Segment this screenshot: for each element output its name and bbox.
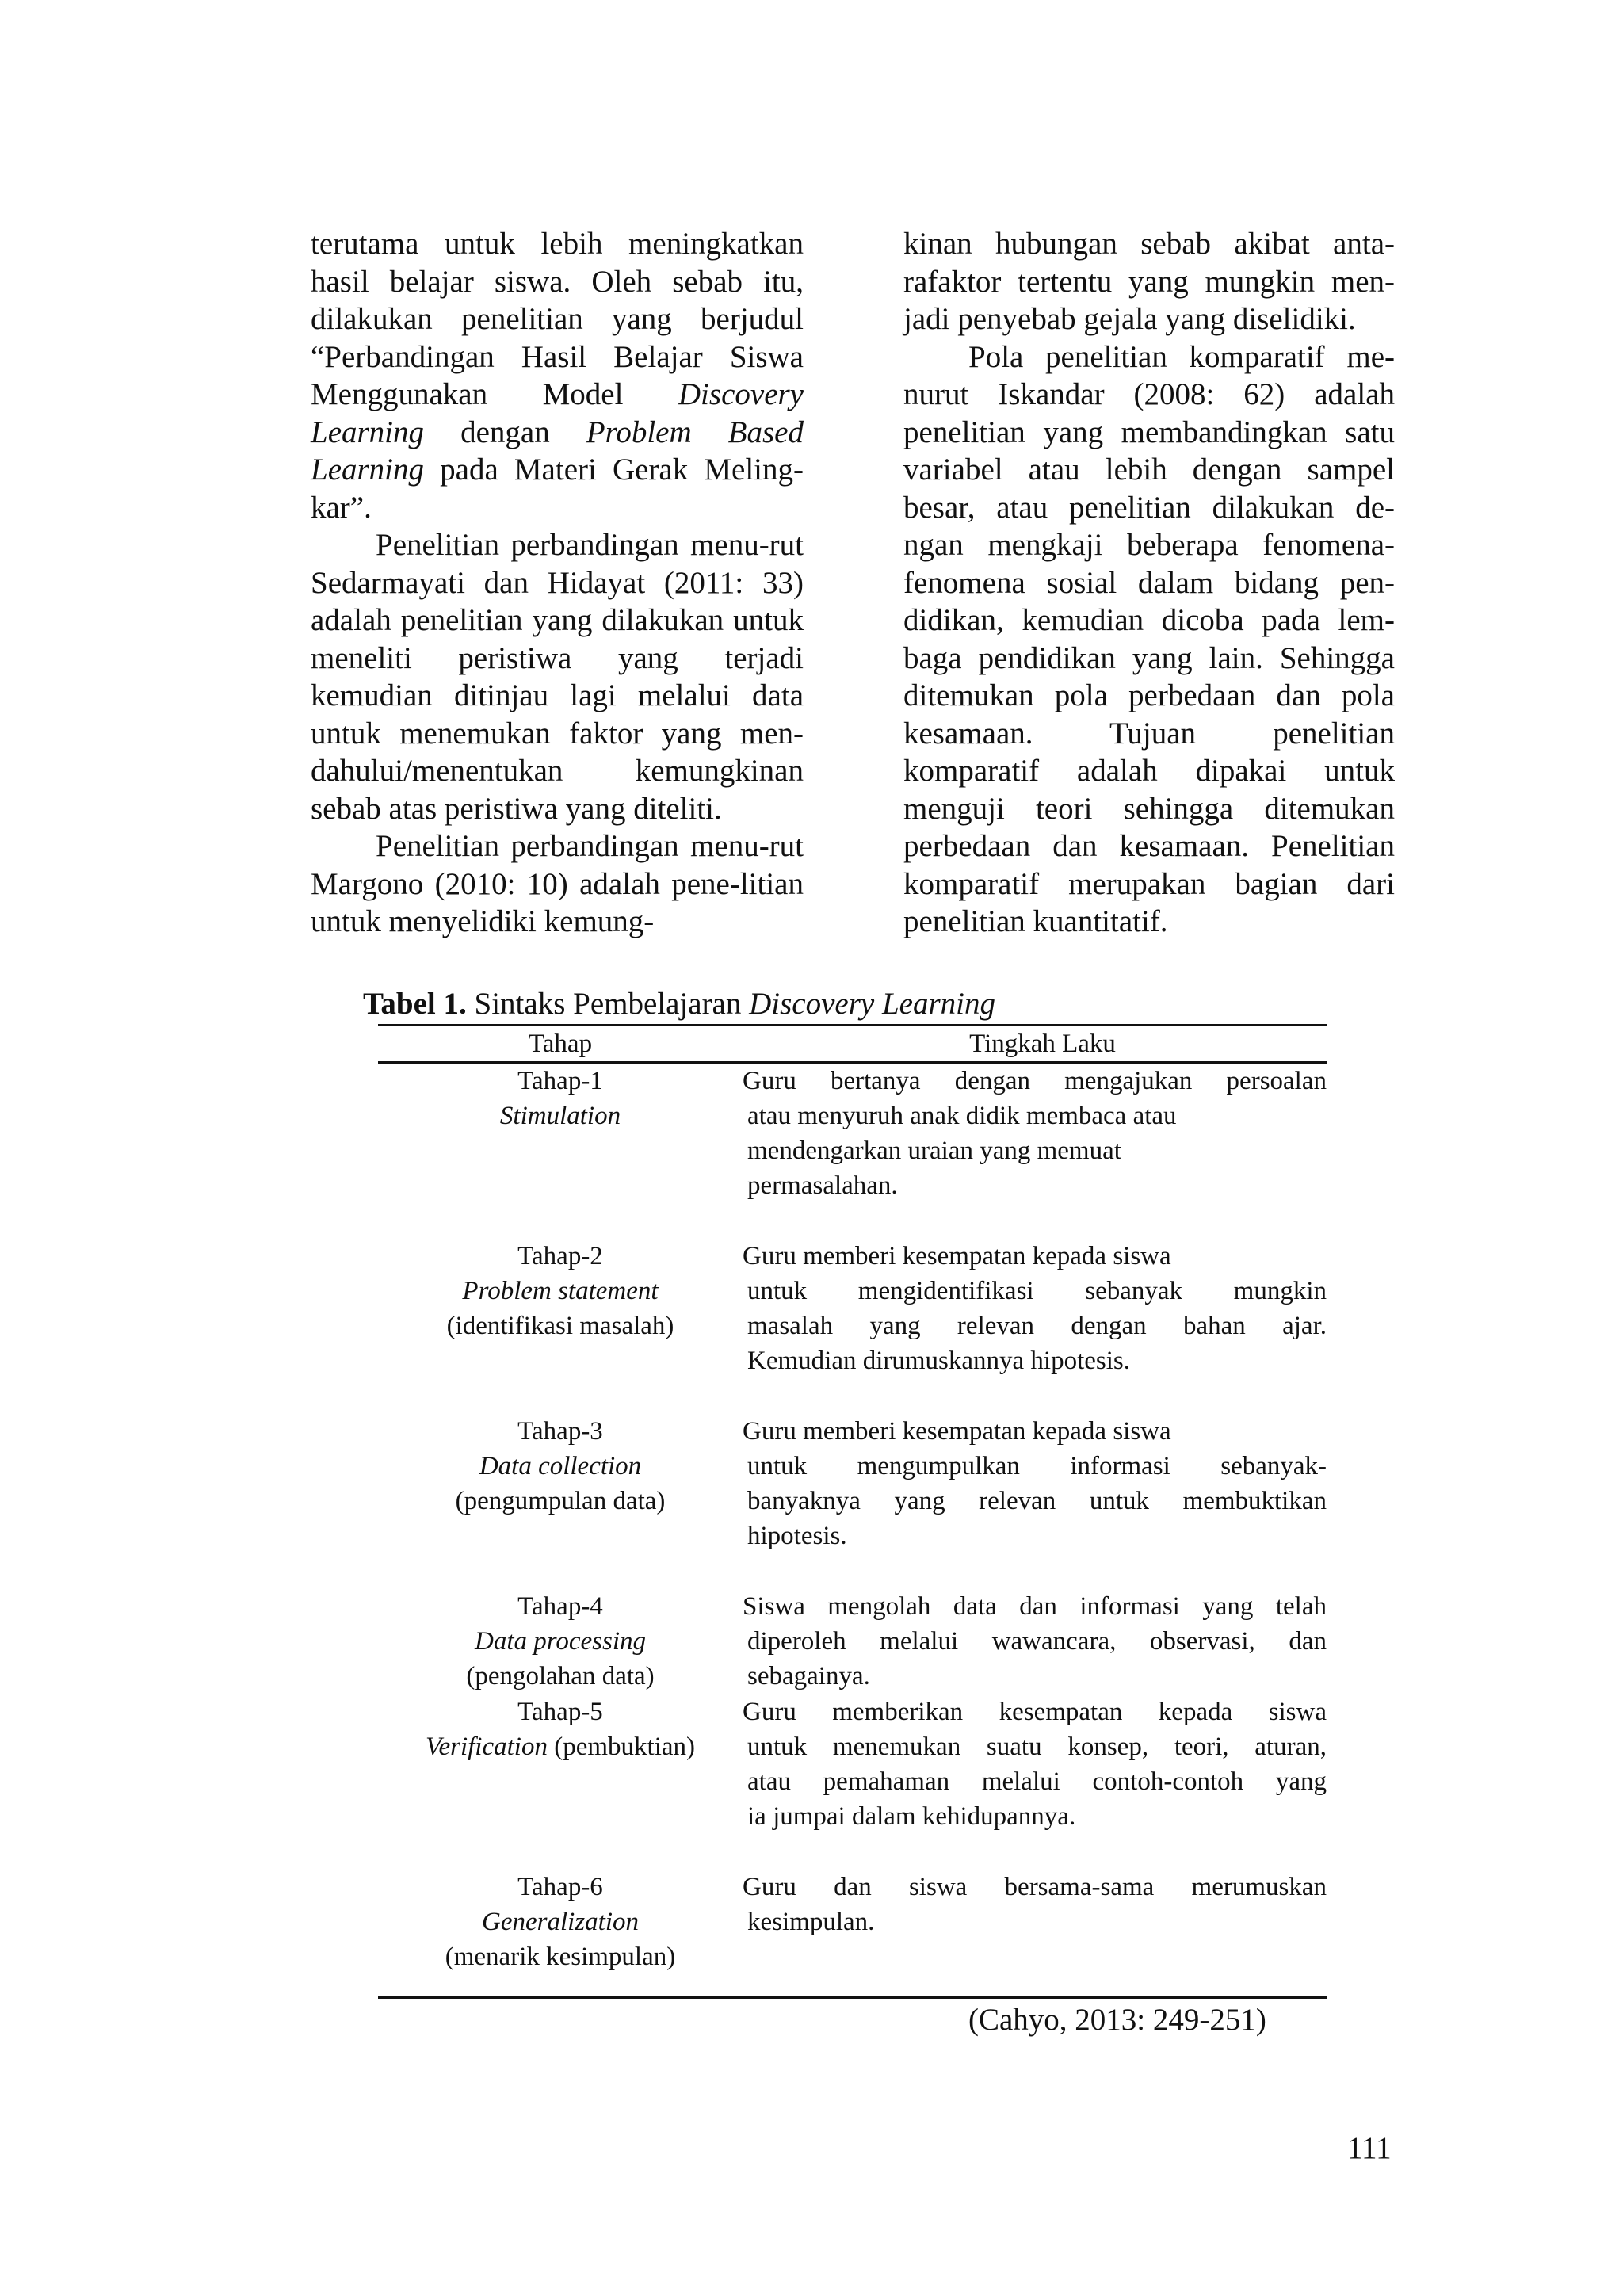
behavior-line: atau menyuruh anak didik membaca atau xyxy=(747,1102,1177,1130)
behavior-line: kesimpulan. xyxy=(747,1908,875,1936)
table-header-row xyxy=(378,1026,1327,1064)
behavior-line: diperoleh melalui wawancara, observasi, dan xyxy=(747,1627,1327,1656)
behavior-line: permasalahan. xyxy=(747,1171,898,1200)
stage-cell xyxy=(378,1239,743,1378)
row-spacer xyxy=(378,1203,1327,1239)
stage-name: Problem statement xyxy=(462,1277,659,1305)
left-paragraph-2: Penelitian perbandingan menu-rut Sedarmayati dan Hidayat (2011: 33) adalah penelitian yang dilakukan untuk meneliti peristiwa yang terjadi kemudian ditinjau lagi melalui data untuk menemukan faktor yang men-dahului/menentukan kemungkinan sebab atas peristiwa yang diteliti. xyxy=(311,528,804,826)
behavior-line: masalah yang relevan dengan bahan ajar. xyxy=(747,1312,1327,1340)
row-spacer xyxy=(378,1834,1327,1870)
stage-label: Tahap-4 xyxy=(517,1592,603,1621)
stage-cell xyxy=(378,1064,743,1203)
behavior-line: sebagainya. xyxy=(747,1662,870,1690)
behavior-line: Guru dan siswa bersama-sama merumuskan xyxy=(743,1873,1327,1901)
behavior-line: untuk mengumpulkan informasi sebanyak- xyxy=(747,1452,1327,1480)
behavior-line: untuk menemukan suatu konsep, teori, aturan, xyxy=(747,1733,1327,1761)
stage-name: Stimulation xyxy=(499,1102,621,1130)
right-paragraph-2: Pola penelitian komparatif me-nurut Iskandar (2008: 62) adalah penelitian yang membandingkan satu variabel atau lebih dengan sampel besar, atau penelitian dilakukan de-ngan mengkaji beberapa fenomena-fenomena sosial dalam bidang pen-didikan, kemudian dicoba pada lem-baga pendidikan yang lain. Sehingga ditemukan pola perbedaan dan pola kesamaan. Tujuan penelitian komparatif adalah dipakai untuk menguji teori sehingga ditemukan perbedaan dan kesamaan. Penelitian komparatif merupakan bagian dari penelitian kuantitatif. xyxy=(903,339,1395,938)
behavior-line: Guru bertanya dengan mengajukan persoalan xyxy=(743,1067,1327,1095)
stage-name: Data processing xyxy=(474,1627,646,1656)
table-body xyxy=(378,1064,1327,1974)
stage-name: Generalization xyxy=(482,1908,639,1936)
stage-gloss: (pengumpulan data) xyxy=(455,1487,666,1515)
table-row xyxy=(378,1870,1327,1974)
header-stage: Tahap xyxy=(528,1030,593,1058)
row-spacer xyxy=(378,1378,1327,1414)
right-paragraph-1: kinan hubungan sebab akibat anta-rafaktor tertentu yang mungkin men-jadi penyebab gejala yang diselidiki. xyxy=(903,227,1395,336)
behavior-line: hipotesis. xyxy=(747,1522,847,1550)
syntax-table xyxy=(378,1024,1327,1974)
behavior-line: banyaknya yang relevan untuk membuktikan xyxy=(747,1487,1327,1515)
behavior-line: Guru memberikan kesempatan kepada siswa xyxy=(743,1698,1327,1726)
stage-cell xyxy=(378,1870,743,1974)
behavior-line: ia jumpai dalam kehidupannya. xyxy=(747,1802,1076,1831)
stage-cell xyxy=(378,1694,743,1834)
header-behavior: Tingkah Laku xyxy=(969,1030,1116,1058)
table-source: (Cahyo, 2013: 249-251) xyxy=(968,2003,1266,2037)
stage-label: Tahap-6 xyxy=(517,1873,603,1901)
behavior-line: untuk mengidentifikasi sebanyak mungkin xyxy=(747,1277,1327,1305)
stage-gloss: (pengolahan data) xyxy=(466,1662,655,1690)
table-bottom-rule xyxy=(378,1996,1327,1999)
stage-cell xyxy=(378,1414,743,1553)
behavior-cell xyxy=(743,1589,1327,1694)
behavior-line: Guru memberi kesempatan kepada siswa xyxy=(743,1242,1171,1270)
page-number: 111 xyxy=(1347,2131,1392,2165)
stage-name: Data collection xyxy=(479,1452,642,1480)
behavior-cell xyxy=(743,1414,1327,1553)
stage-label: Tahap-3 xyxy=(517,1417,603,1446)
behavior-line: Kemudian dirumuskannya hipotesis. xyxy=(747,1347,1131,1375)
stage-label: Tahap-5 xyxy=(517,1698,603,1726)
behavior-cell xyxy=(743,1870,1327,1974)
table-row xyxy=(378,1414,1327,1553)
behavior-cell xyxy=(743,1694,1327,1834)
stage-gloss: (menarik kesimpulan) xyxy=(445,1943,676,1971)
table-row xyxy=(378,1064,1327,1203)
behavior-line: Siswa mengolah data dan informasi yang telah xyxy=(743,1592,1327,1621)
behavior-cell xyxy=(743,1239,1327,1378)
stage-cell xyxy=(378,1589,743,1694)
stage-gloss: (identifikasi masalah) xyxy=(446,1312,674,1340)
table-row xyxy=(378,1694,1327,1834)
table-row xyxy=(378,1589,1327,1694)
left-text-column xyxy=(311,225,804,941)
table-caption: Tabel 1. Sintaks Pembelajaran Discovery Learning xyxy=(363,987,995,1021)
left-paragraph-1: terutama untuk lebih meningkatkan hasil belajar siswa. Oleh sebab itu, dilakukan penelitian yang berjudul “Perbandingan Hasil Belajar Siswa Menggunakan Model Discovery Learning dengan Problem Based Learning pada Materi Gerak Meling-kar”. xyxy=(311,227,804,525)
row-spacer xyxy=(378,1553,1327,1589)
right-text-column xyxy=(903,225,1395,941)
left-paragraph-3: Penelitian perbandingan menu-rut Margono (2010: 10) adalah pene-litian untuk menyelidiki kemung- xyxy=(311,829,804,938)
behavior-line: mendengarkan uraian yang memuat xyxy=(747,1137,1121,1165)
table-row xyxy=(378,1239,1327,1378)
behavior-cell xyxy=(743,1064,1327,1203)
stage-label: Tahap-1 xyxy=(517,1067,603,1095)
behavior-line: Guru memberi kesempatan kepada siswa xyxy=(743,1417,1171,1446)
stage-name: Verification (pembuktian) xyxy=(425,1733,695,1761)
behavior-line: atau pemahaman melalui contoh-contoh yang xyxy=(747,1767,1327,1796)
stage-label: Tahap-2 xyxy=(517,1242,603,1270)
